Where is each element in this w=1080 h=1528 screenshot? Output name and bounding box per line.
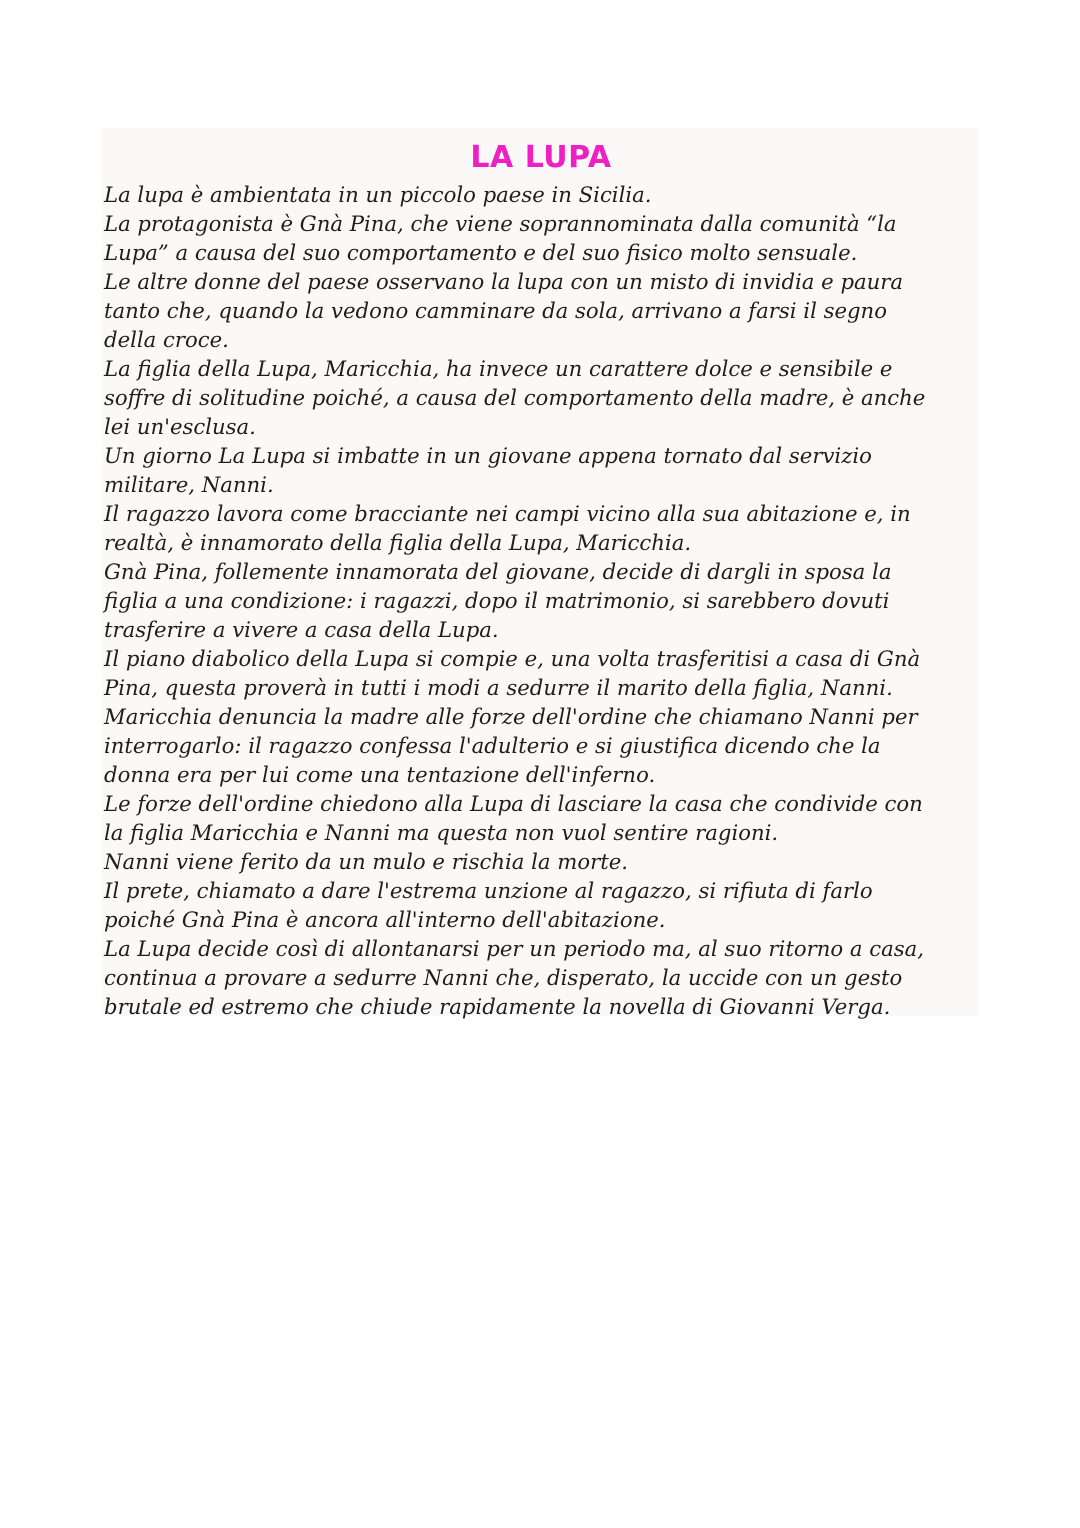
text-line: Un giorno La Lupa si imbatte in un giovane appena tornato dal servizio <box>104 443 872 468</box>
text-line: Il piano diabolico della Lupa si compie e, una volta trasferitisi a casa di Gnà <box>104 646 921 671</box>
text-line: realtà, è innamorato della figlia della Lupa, Maricchia. <box>104 530 692 555</box>
text-line: Gnà Pina, follemente innamorata del giovane, decide di dargli in sposa la <box>104 559 892 584</box>
text-line: Maricchia denuncia la madre alle forze dell'ordine che chiamano Nanni per <box>104 704 918 729</box>
text-line: Il prete, chiamato a dare l'estrema unzione al ragazzo, si rifiuta di farlo <box>104 878 873 903</box>
text-line: Pina, questa proverà in tutti i modi a sedurre il marito della figlia, Nanni. <box>104 675 893 700</box>
text-line: lei un'esclusa. <box>104 414 256 439</box>
text-line: Lupa” a causa del suo comportamento e del suo fisico molto sensuale. <box>104 240 858 265</box>
text-line: Le altre donne del paese osservano la lupa con un misto di invidia e paura <box>104 269 904 294</box>
document-title: LA LUPA <box>470 140 612 175</box>
text-line: donna era per lui come una tentazione dell'inferno. <box>104 762 656 787</box>
text-line: soffre di solitudine poiché, a causa del comportamento della madre, è anche <box>104 385 926 410</box>
text-block <box>102 128 978 1019</box>
text-line: La Lupa decide così di allontanarsi per un periodo ma, al suo ritorno a casa, <box>104 936 924 961</box>
text-line: Il ragazzo lavora come bracciante nei campi vicino alla sua abitazione e, in <box>104 501 911 526</box>
text-line: poiché Gnà Pina è ancora all'interno dell'abitazione. <box>104 907 666 932</box>
text-line: La lupa è ambientata in un piccolo paese in Sicilia. <box>104 182 652 207</box>
text-line: della croce. <box>104 327 229 352</box>
text-line: tanto che, quando la vedono camminare da sola, arrivano a farsi il segno <box>104 298 887 323</box>
text-line: trasferire a vivere a casa della Lupa. <box>104 617 499 642</box>
text-line: Nanni viene ferito da un mulo e rischia la morte. <box>104 849 629 874</box>
text-line: militare, Nanni. <box>104 472 274 497</box>
text-line: Le forze dell'ordine chiedono alla Lupa di lasciare la casa che condivide con <box>104 791 923 816</box>
text-line: interrogarlo: il ragazzo confessa l'adulterio e si giustifica dicendo che la <box>104 733 881 758</box>
text-line: la figlia Maricchia e Nanni ma questa non vuol sentire ragioni. <box>104 820 779 845</box>
text-line: figlia a una condizione: i ragazzi, dopo il matrimonio, si sarebbero dovuti <box>104 588 890 613</box>
text-line: continua a provare a sedurre Nanni che, disperato, la uccide con un gesto <box>104 965 903 990</box>
document-body <box>104 180 978 1021</box>
text-line: La figlia della Lupa, Maricchia, ha invece un carattere dolce e sensibile e <box>104 356 893 381</box>
text-line: La protagonista è Gnà Pina, che viene soprannominata dalla comunità “la <box>104 211 897 236</box>
text-line: brutale ed estremo che chiude rapidamente la novella di Giovanni Verga. <box>104 994 891 1019</box>
